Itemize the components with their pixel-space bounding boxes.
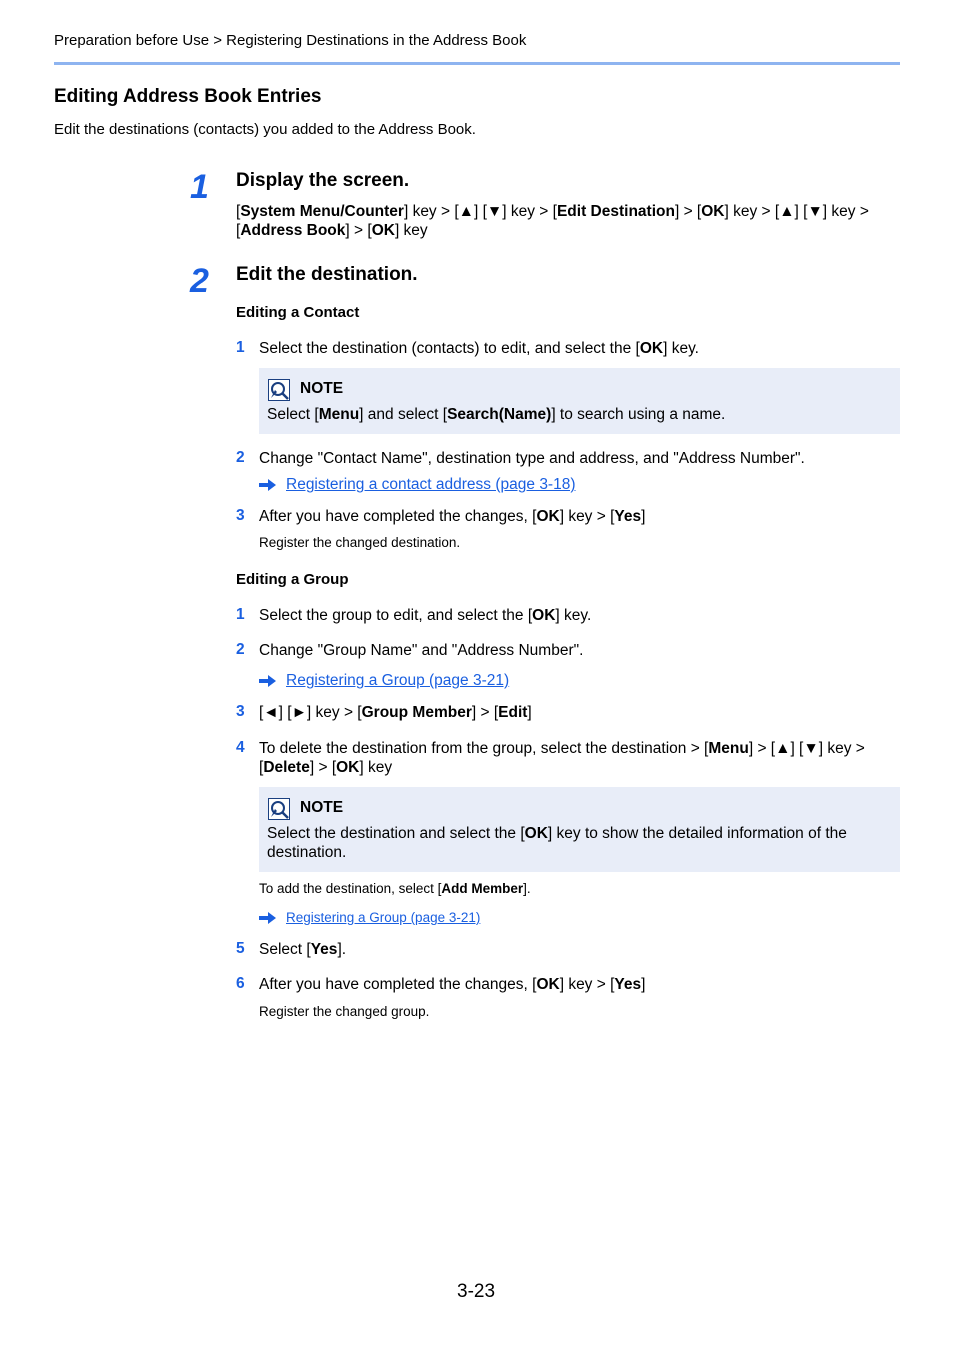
step-1-line-1: [System Menu/Counter] key > [▲] [▼] key > [Edit Destination] > [OK] key > [▲] [▼] key >: [236, 203, 869, 220]
group-item-3-text: [◄] [►] key > [Group Member] > [Edit]: [259, 704, 532, 721]
group-item-6-text: After you have completed the changes, [OK] key > [Yes]: [259, 976, 646, 993]
note-label: NOTE: [300, 799, 344, 816]
step-2-title: Edit the destination.: [236, 264, 418, 285]
group-item-4-number: 4: [236, 739, 245, 756]
group-item-4-text: To delete the destination from the group, select the destination > [Menu] > [▲] [▼] key > [Delete] > [OK] key: [259, 740, 865, 776]
page-number: 3-23: [457, 1281, 496, 1302]
arrow-right-icon: [259, 479, 276, 491]
group-item-2-text: Change "Group Name" and "Address Number".: [259, 642, 584, 659]
note-text: Select the destination and select the [OK] key to show the detailed information of the destination.: [267, 825, 847, 861]
editing-contact-heading: Editing a Contact: [236, 304, 360, 321]
step-1-line-2: [Address Book] > [OK] key: [236, 222, 428, 239]
contact-item-2-number: 2: [236, 449, 245, 466]
intro-text: Edit the destinations (contacts) you added to the Address Book.: [54, 121, 476, 138]
step-1-title: Display the screen.: [236, 170, 410, 191]
link-row-contact: [259, 475, 576, 494]
group-item-6-sub: Register the changed group.: [259, 1004, 430, 1019]
breadcrumb: Preparation before Use > Registering Destinations in the Address Book: [54, 32, 527, 49]
note-text: Select [Menu] and select [Search(Name)] to search using a name.: [267, 406, 726, 423]
contact-item-1-number: 1: [236, 339, 245, 356]
step-1-number: 1: [190, 168, 209, 206]
page-title: Editing Address Book Entries: [54, 86, 322, 107]
note-icon: [268, 798, 290, 820]
arrow-right-icon: [259, 675, 276, 687]
link-row-group-2: [259, 910, 480, 925]
group-item-2-number: 2: [236, 641, 245, 658]
link-registering-group-2[interactable]: Registering a Group (page 3-21): [286, 910, 481, 925]
contact-item-1-text: Select the destination (contacts) to edit, and select the [OK] key.: [259, 340, 699, 357]
editing-group-heading: Editing a Group: [236, 571, 349, 588]
contact-item-2-text: Change "Contact Name", destination type and address, and "Address Number".: [259, 450, 805, 467]
add-destination-text: To add the destination, select [Add Member].: [259, 881, 531, 896]
link-registering-group[interactable]: Registering a Group (page 3-21): [286, 672, 510, 689]
link-row-group-1: [259, 671, 509, 690]
contact-item-3-text: After you have completed the changes, [OK] key > [Yes]: [259, 508, 646, 525]
header-rule: [54, 62, 900, 65]
group-item-5-text: Select [Yes].: [259, 941, 347, 958]
arrow-right-icon: [259, 912, 276, 924]
group-item-6-number: 6: [236, 975, 245, 992]
group-item-1-text: Select the group to edit, and select the [OK] key.: [259, 607, 592, 624]
contact-item-3-sub: Register the changed destination.: [259, 535, 461, 550]
group-item-1-number: 1: [236, 606, 245, 623]
step-2-number: 2: [190, 262, 209, 300]
link-registering-contact[interactable]: Registering a contact address (page 3-18): [286, 476, 576, 493]
note-box-2: [259, 787, 900, 872]
group-item-5-number: 5: [236, 940, 245, 957]
contact-item-3-number: 3: [236, 507, 245, 524]
note-icon: [268, 379, 290, 401]
note-label: NOTE: [300, 380, 344, 397]
note-box-1: [259, 368, 900, 434]
group-item-3-number: 3: [236, 703, 245, 720]
